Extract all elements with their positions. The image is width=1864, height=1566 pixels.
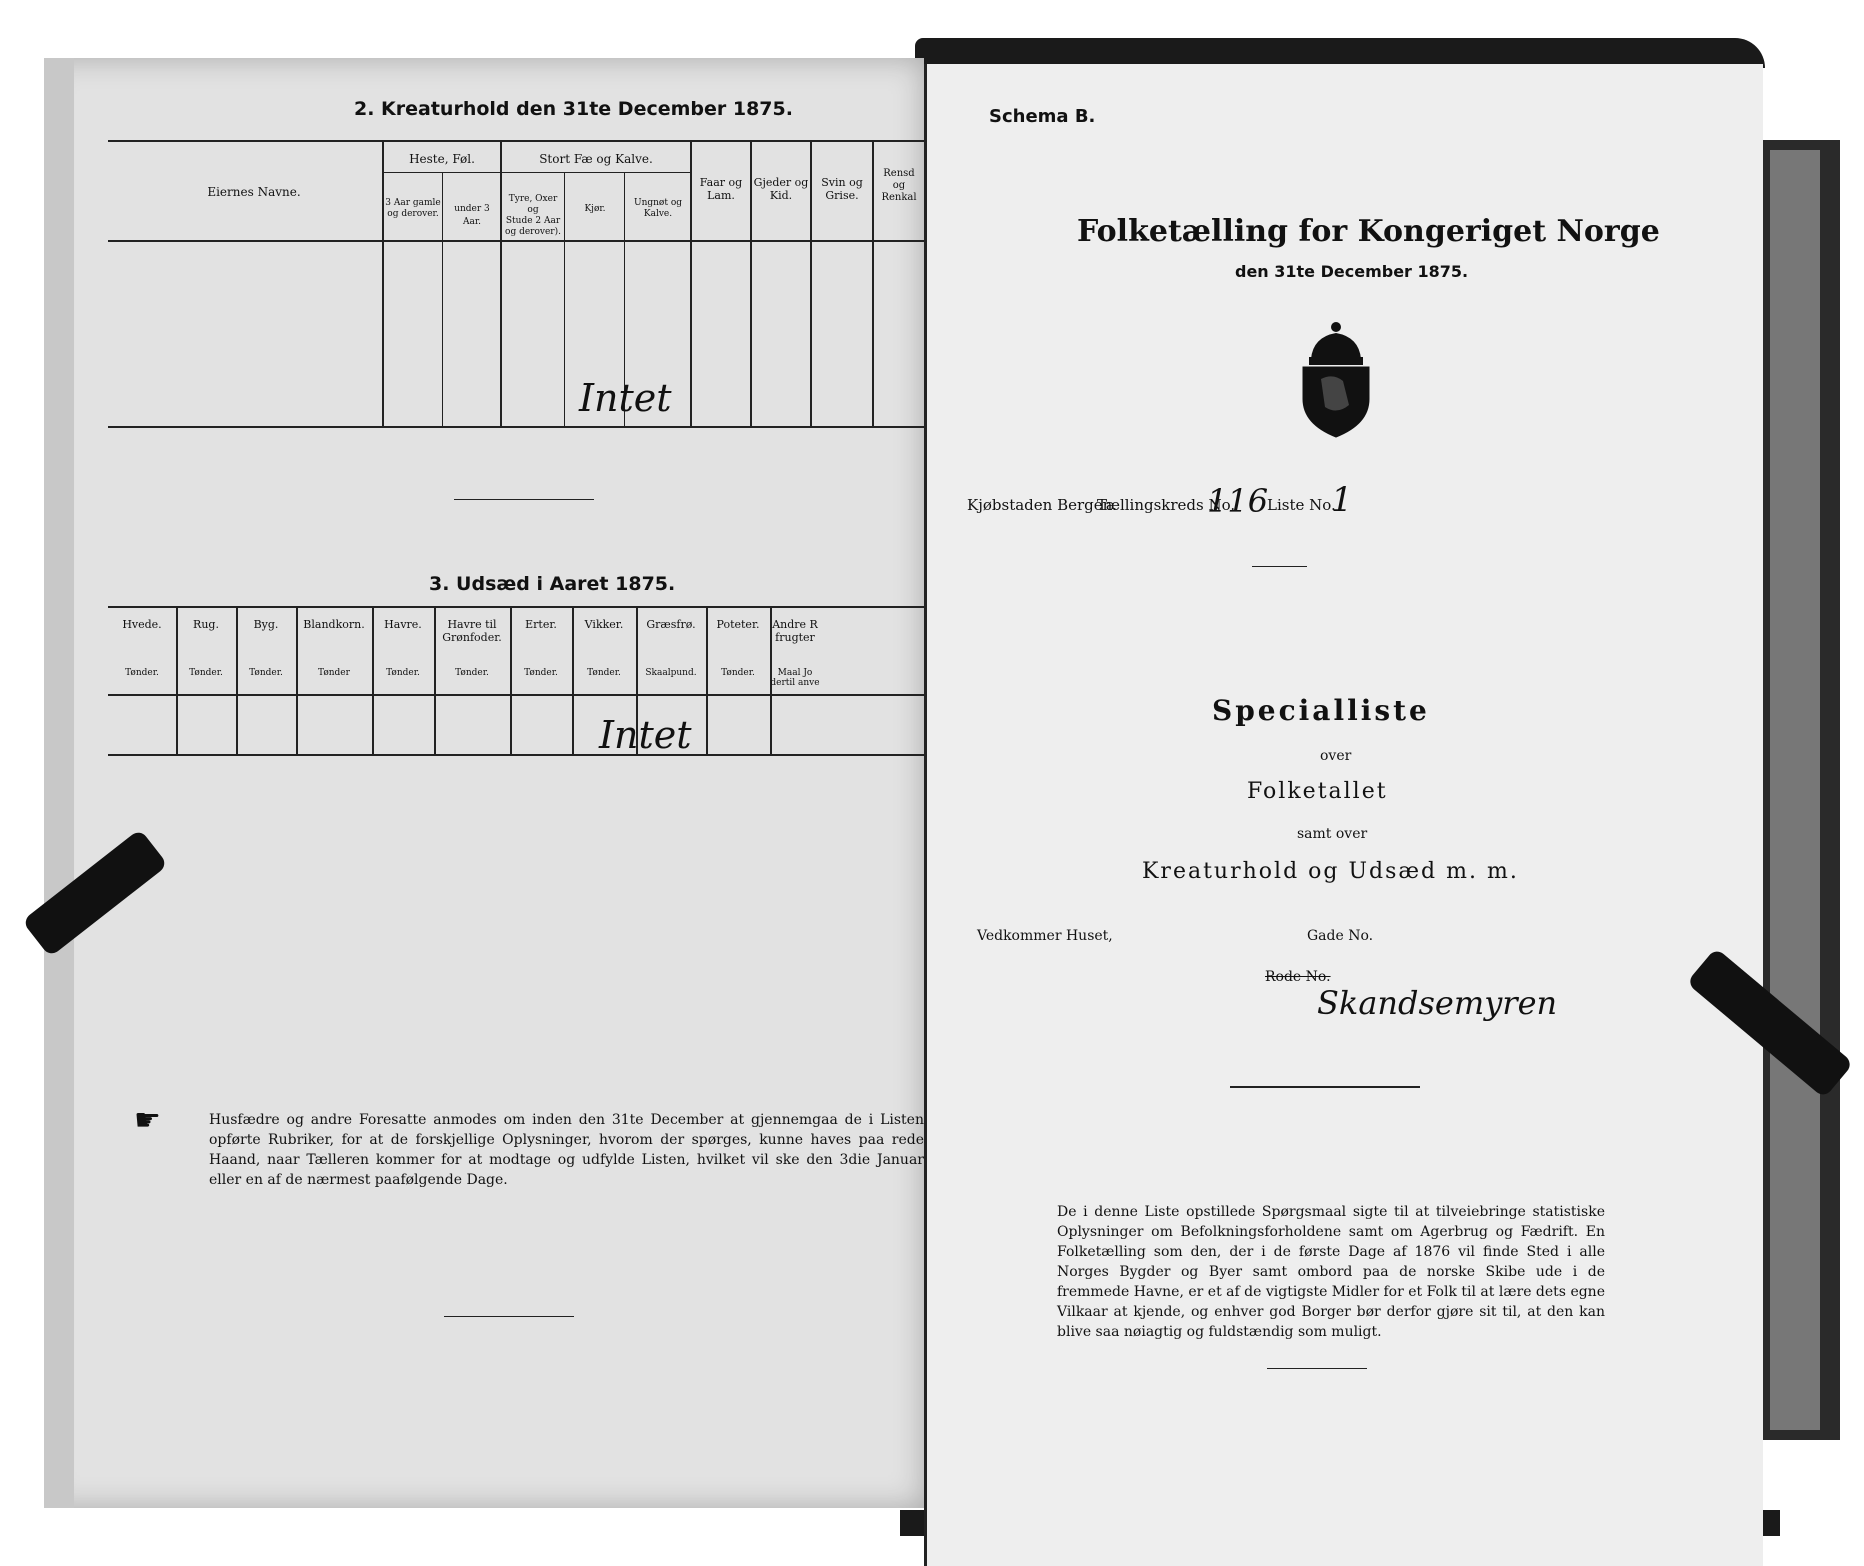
sub-horse-young: under 3 Aar. [454,204,490,227]
house-label: Vedkommer Huset, [977,928,1113,944]
table3-col-unit: Tønder. [587,668,621,678]
table3-bottom-border [108,754,924,756]
table3-col-name: Vikker. [584,618,624,631]
table2-col-divider [500,140,502,428]
street-label: Gade No. [1307,928,1374,944]
col-goats: Gjeder og Kid. [753,176,809,202]
table3-col-unit: Tønder. [721,668,755,678]
sub-bulls: Tyre, Oxer og Stude 2 Aar og derover). [505,194,561,237]
table3-col-unit: Tønder. [386,668,420,678]
left-page [44,58,924,1508]
sub-horse-old: 3 Aar gamle og derover. [385,198,441,219]
table3-col-unit: Maal Jo dertil anve [770,668,820,688]
right-separator-2 [1230,1086,1420,1088]
left-page-binding-edge [44,58,74,1508]
table3-col-name: Poteter. [716,618,760,631]
table2-col-divider [442,172,443,428]
section3-handwritten-entry: Intet [599,713,692,757]
place-name-handwriting: Skandsemyren [1317,984,1558,1022]
table2-col-divider [564,172,565,428]
section-separator [454,499,594,500]
table2-bottom-border [108,426,924,428]
section2-handwritten-entry: Intet [579,376,672,420]
table3-col-name: Erter. [525,618,557,631]
table2-top-border [108,140,924,142]
table3-top-border [108,606,924,608]
coat-of-arms-icon [1293,319,1379,439]
table3-col-name: Andre R frugter [772,618,818,644]
folketallet-label: Folketallet [1247,779,1388,804]
instructions-notice: Husfædre og andre Foresatte anmodes om inden den 31te December at gjennemgaa de i Listen opførte Rubriker, for at de forskjellige Oplysninger, hvorom der spørges, kunne haves paa rede Haand, naar Tælleren kommer for at modtage og udfylde Listen, hvilket vil ske den 3die Januar eller en af de nærmest paafølgende Dage. [209,1112,924,1188]
table3-col-unit: Tønder [318,668,350,678]
table3-col-unit: Tønder. [524,668,558,678]
over-label: over [1320,748,1352,764]
right-separator-1 [1252,566,1307,567]
col-owner-names: Eiernes Navne. [207,185,301,199]
table2-header-bottom [108,240,924,242]
samt-over-label: samt over [1297,826,1368,842]
table3-col-name: Hvede. [122,618,162,631]
footer-separator [444,1316,574,1317]
list-number: 1 [1331,480,1353,520]
table2-col-divider [382,140,384,428]
sub-cows: Kjør. [584,204,606,214]
body-paragraph: De i denne Liste opstillede Spørgsmaal sigte til at tilveiebringe statistiske Oplysninger om Befolkningsforholdene samt om Agerbrug og Fædrift. En Folketælling som den, der i de første Dage af 1876 vil finde Sted i alle Norges Bygder og Byer samt ombord paa de norske Skibe ude i de fremmede Havne, er et af de vigtigste Midler for et Folk til at lære dets egne Vilkaar at kjende, og enhver god Borger bør derfor gjøre sit til, at den kan blive saa nøiagtig og fuldstændig som muligt. [1057,1204,1605,1340]
right-page [924,64,1763,1566]
table3-col-unit: Tønder. [189,668,223,678]
district-label: Tællingskreds No. [1097,496,1236,514]
table3-col-name: Græsfrø. [646,618,696,631]
pointing-hand-icon: ☛ [134,1103,161,1138]
section3-title: 3. Udsæd i Aaret 1875. [429,573,676,595]
table3-col-name: Havre. [384,618,422,631]
schema-label: Schema B. [989,106,1096,127]
table3-header-bottom [108,694,924,696]
specialliste-heading: Specialliste [1212,694,1430,727]
list-label: Liste No. [1267,496,1336,514]
group-cattle: Stort Fæ og Kalve. [539,152,653,166]
rode-label: Rode No. [1265,969,1331,985]
table3-col-unit: Tønder. [249,668,283,678]
table3-col-name: Havre til Grønfoder. [442,618,502,644]
table3-col-unit: Tønder. [455,668,489,678]
table3-col-name: Blandkorn. [303,618,365,631]
table2-group-divider [384,172,690,173]
census-date: den 31te December 1875. [1235,262,1469,281]
right-separator-3 [1267,1368,1367,1369]
col-pigs: Svin og Grise. [821,176,863,202]
col-sheep: Faar og Lam. [699,176,743,202]
sub-young-cattle: Ungnøt og Kalve. [633,198,682,219]
table3-col-name: Rug. [193,618,219,631]
table3-col-unit: Tønder. [125,668,159,678]
table3-col-unit: Skaalpund. [645,668,697,678]
location-label: Kjøbstaden Bergen. [967,496,1118,514]
col-reindeer: Rensd og Renkal [881,168,917,203]
book-edge-right [1770,150,1820,1430]
main-title: Folketælling for Kongeriget Norge [1077,214,1660,249]
section2-title: 2. Kreaturhold den 31te December 1875. [354,98,793,120]
subheading: Kreaturhold og Udsæd m. m. [1142,859,1519,884]
group-horses: Heste, Føl. [409,152,475,166]
district-number: 116 [1207,482,1269,520]
table3-col-name: Byg. [253,618,279,631]
